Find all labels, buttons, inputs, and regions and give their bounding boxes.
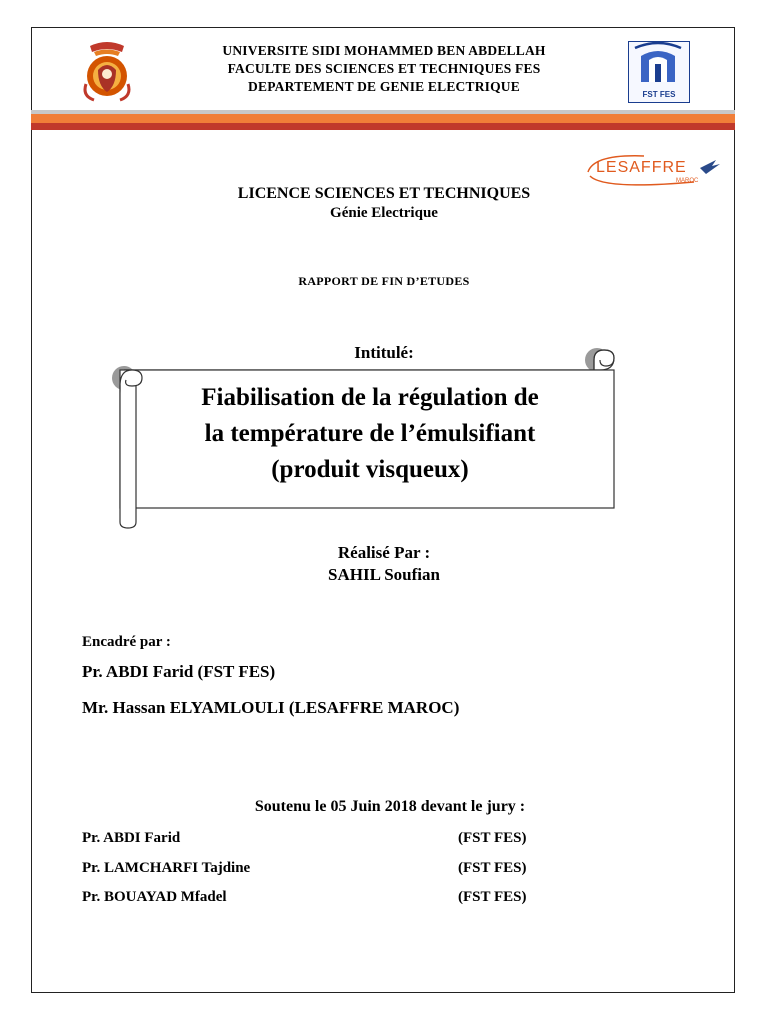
report-type: RAPPORT DE FIN D’ETUDES <box>298 274 470 288</box>
intitule-label: Intitulé: <box>354 343 414 362</box>
lesaffre-logo-subtitle: MAROC <box>676 178 699 184</box>
fst-fes-logo <box>628 41 690 103</box>
supervisor-1: Pr. ABDI Farid (FST FES) <box>82 662 276 681</box>
author-name: SAHIL Soufian <box>328 565 440 584</box>
jury-member-2-name: Pr. LAMCHARFI Tajdine <box>82 860 251 876</box>
faculty-name: FACULTE DES SCIENCES ET TECHNIQUES FES <box>227 61 541 76</box>
jury-member-1-affiliation: (FST FES) <box>458 830 527 846</box>
defense-date-label: Soutenu le 05 Juin 2018 devant le jury : <box>254 798 526 815</box>
report-title-line-3: (produit visqueux) <box>271 456 469 483</box>
author-label: Réalisé Par : <box>337 543 431 562</box>
jury-member-3-affiliation: (FST FES) <box>458 889 527 905</box>
jury-member-1-name: Pr. ABDI Farid <box>82 830 181 846</box>
degree-title: LICENCE SCIENCES ET TECHNIQUES <box>237 185 531 202</box>
department-name: DEPARTEMENT DE GENIE ELECTRIQUE <box>248 79 520 94</box>
report-title-line-1: Fiabilisation de la régulation de <box>201 384 539 411</box>
lesaffre-logo-name: LESAFFRE <box>596 159 687 176</box>
report-title <box>140 380 600 488</box>
header-band-orange <box>31 114 735 123</box>
supervisor-2: Mr. Hassan ELYAMLOULI (LESAFFRE MAROC) <box>82 698 460 717</box>
supervisors-label: Encadré par : <box>82 634 171 650</box>
fst-emblem-icon <box>629 42 688 90</box>
university-name: UNIVERSITE SIDI MOHAMMED BEN ABDELLAH <box>222 43 546 58</box>
report-title-line-2: la température de l’émulsifiant <box>204 420 536 447</box>
jury-member-2-affiliation: (FST FES) <box>458 860 527 876</box>
jury-member-3-name: Pr. BOUAYAD Mfadel <box>82 889 227 905</box>
degree-specialty: Génie Electrique <box>330 205 438 221</box>
fst-fes-logo-text: FST FES <box>642 90 676 99</box>
header-band-red <box>31 123 735 130</box>
